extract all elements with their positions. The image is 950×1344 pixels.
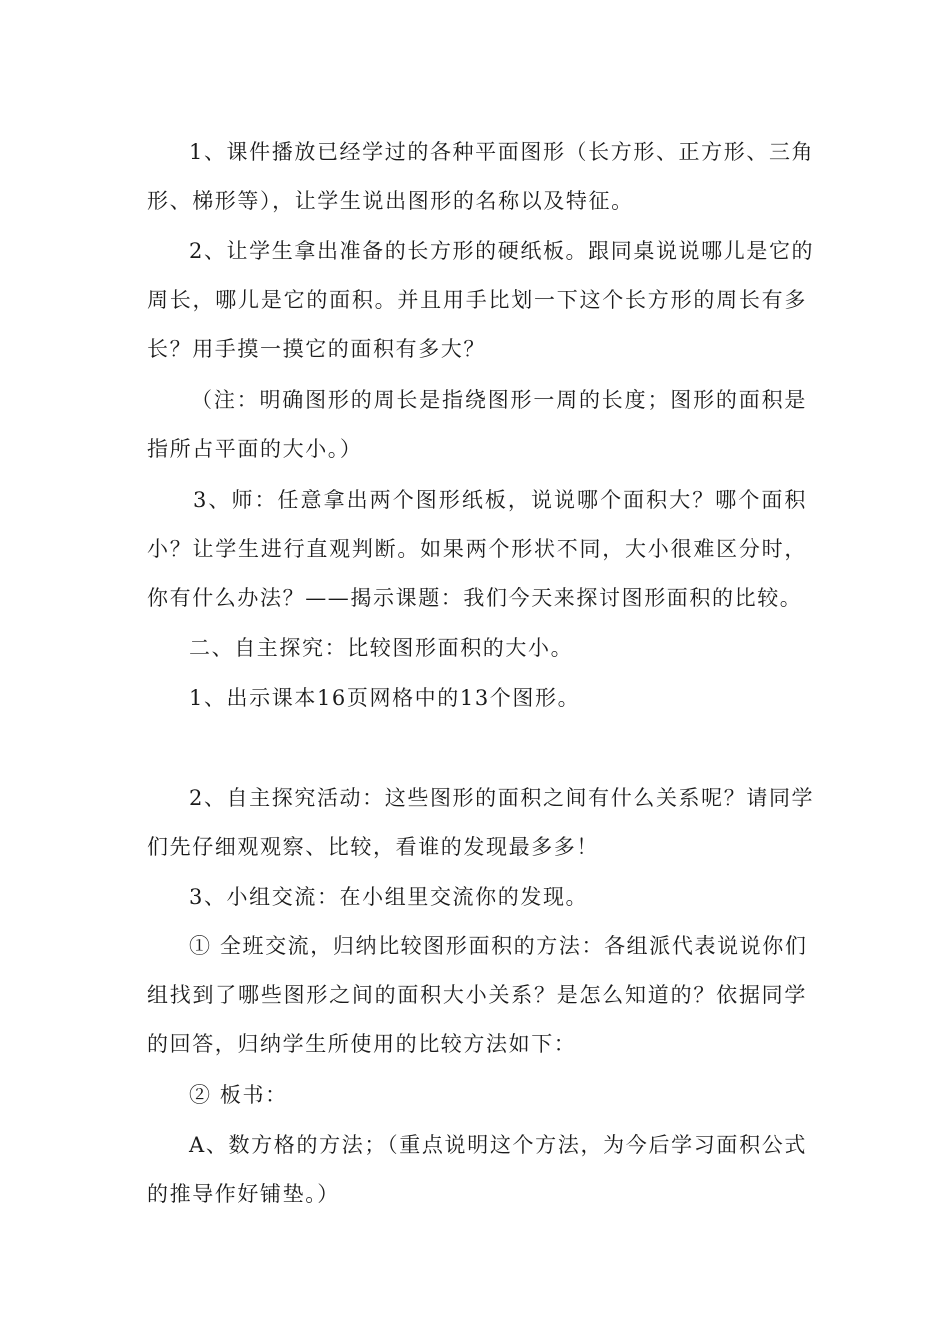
text-line: 组找到了哪些图形之间的面积大小关系？是怎么知道的？依据同学	[147, 983, 807, 1007]
text-line: 们先仔细观观察、比较，看谁的发现最多多！	[147, 835, 599, 859]
text-line: 3、师：任意拿出两个图形纸板，说说哪个面积大？哪个面积	[193, 488, 807, 512]
text-line: 二、自主探究：比较图形面积的大小。	[189, 636, 574, 660]
text-line: 2、自主探究活动：这些图形的面积之间有什么关系呢？请同学	[189, 786, 815, 810]
text-line: 的推导作好铺垫。）	[147, 1182, 340, 1206]
text-line: 3、小组交流：在小组里交流你的发现。	[189, 885, 589, 909]
text-line: 1、课件播放已经学过的各种平面图形（长方形、正方形、三角	[189, 140, 815, 164]
paragraph-4	[147, 476, 807, 623]
text-line: ② 板书：	[189, 1083, 288, 1107]
paragraph-9	[147, 1071, 807, 1120]
paragraph-8	[147, 922, 807, 1069]
text-line: 指所占平面的大小。）	[147, 437, 363, 461]
paragraph-6	[147, 774, 815, 872]
paragraph-10	[147, 1121, 807, 1219]
text-line: 1、出示课本16页网格中的13个图形。	[189, 686, 581, 710]
paragraph-note	[147, 376, 807, 474]
text-line: 的回答，归纳学生所使用的比较方法如下：	[147, 1032, 577, 1056]
text-line: 周长，哪儿是它的面积。并且用手比划一下这个长方形的周长有多	[147, 288, 807, 312]
text-line: 长？用手摸一摸它的面积有多大？	[147, 337, 486, 361]
text-line: A、数方格的方法；（重点说明这个方法，为今后学习面积公式	[189, 1133, 807, 1157]
paragraph-2	[147, 227, 815, 374]
text-line: 你有什么办法？——揭示课题：我们今天来探讨图形面积的比较。	[147, 586, 803, 610]
paragraph-5	[147, 674, 807, 723]
text-line: 形、梯形等），让学生说出图形的名称以及特征。	[147, 189, 634, 213]
text-line: ① 全班交流，归纳比较图形面积的方法：各组派代表说说你们	[189, 934, 808, 958]
paragraph-7	[147, 873, 807, 922]
text-line: 小？让学生进行直观判断。如果两个形状不同，大小很难区分时，	[147, 537, 807, 561]
text-line: （注：明确图形的周长是指绕图形一周的长度；图形的面积是	[191, 388, 807, 412]
paragraph-1	[147, 128, 815, 226]
text-line: 2、让学生拿出准备的长方形的硬纸板。跟同桌说说哪儿是它的	[189, 239, 815, 263]
section-heading	[147, 624, 807, 673]
